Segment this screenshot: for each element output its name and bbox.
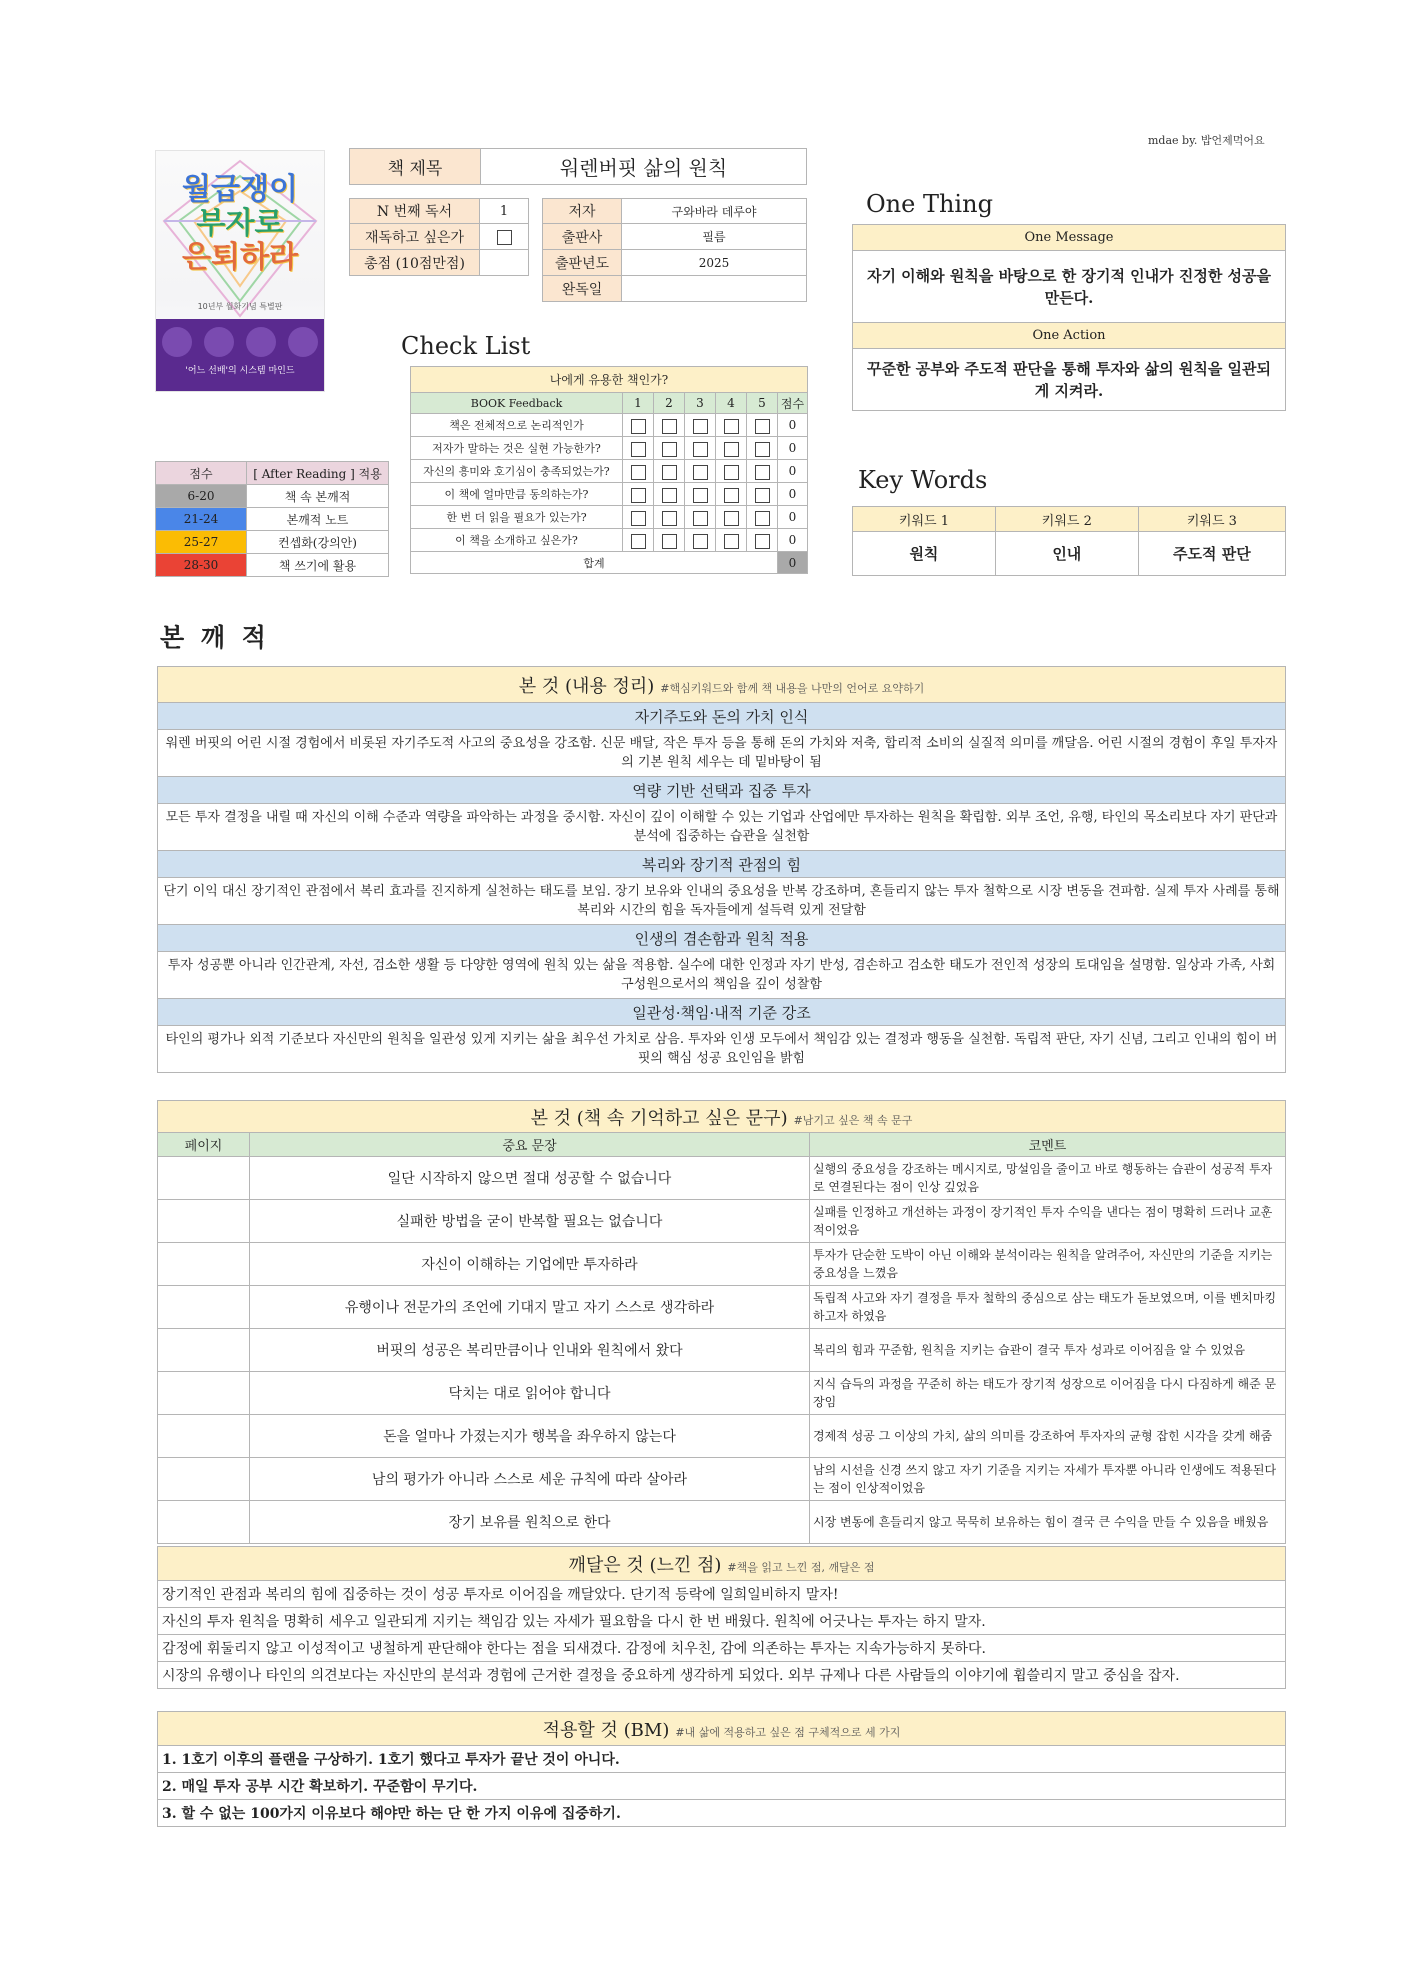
keyword-2-label: 키워드 2 bbox=[995, 507, 1138, 532]
apply-line: 3. 할 수 없는 100가지 이유보다 해야만 하는 단 한 가지 이유에 집중하기. bbox=[158, 1800, 1286, 1827]
reread-checkbox[interactable] bbox=[497, 230, 512, 245]
score-col-header: 점수 bbox=[778, 393, 808, 414]
quote-row bbox=[158, 1329, 1286, 1372]
realized-row bbox=[158, 1635, 1286, 1662]
after-score-range: 6-20 bbox=[156, 485, 247, 508]
year-label: 출판년도 bbox=[543, 250, 622, 276]
finish-value bbox=[622, 276, 807, 302]
realized-hint: #책을 읽고 느낀 점, 깨달은 점 bbox=[727, 1560, 875, 1574]
after-apply-text: 본깨적 노트 bbox=[247, 508, 389, 531]
checklist-heading: Check List bbox=[401, 332, 531, 360]
realized-row bbox=[158, 1608, 1286, 1635]
checklist-question: 자신의 흥미와 호기심이 충족되었는가? bbox=[411, 460, 623, 483]
rating-checkbox[interactable] bbox=[631, 465, 646, 480]
cover-title: 월급쟁이 부자로 은퇴하라 bbox=[182, 172, 298, 275]
quote-page bbox=[158, 1501, 250, 1544]
author-label: 저자 bbox=[543, 199, 622, 224]
checklist-question: 한 번 더 읽을 필요가 있는가? bbox=[411, 506, 623, 529]
quote-sentence: 남의 평가가 아니라 스스로 세운 규칙에 따라 살아라 bbox=[250, 1458, 810, 1501]
realized-line: 감정에 휘둘리지 않고 이성적이고 냉철하게 판단해야 한다는 점을 되새겼다. 감정에 치우친, 감에 의존하는 투자는 지속가능하지 못하다. bbox=[158, 1635, 1286, 1662]
apply-line: 2. 매일 투자 공부 시간 확보하기. 꾸준함이 무기다. bbox=[158, 1773, 1286, 1800]
quote-comment: 실행의 중요성을 강조하는 메시지로, 망설임을 줄이고 바로 행동하는 습관이 성공적 투자로 연결된다는 점이 인상 깊었음 bbox=[810, 1157, 1286, 1200]
checklist-row bbox=[411, 483, 808, 506]
checklist-row bbox=[411, 506, 808, 529]
summary-section-head-row bbox=[158, 925, 1286, 952]
book-cover-image bbox=[155, 150, 325, 392]
quote-row bbox=[158, 1501, 1286, 1544]
apply-table bbox=[157, 1711, 1286, 1827]
quotes-title: 본 것 (책 속 기억하고 싶은 문구) bbox=[530, 1107, 788, 1129]
keyword-1-label: 키워드 1 bbox=[853, 507, 996, 532]
quote-sentence: 장기 보유를 원칙으로 한다 bbox=[250, 1501, 810, 1544]
rating-checkbox[interactable] bbox=[631, 442, 646, 457]
one-action-text: 꾸준한 공부와 주도적 판단을 통해 투자와 삶의 원칙을 일관되게 지켜라. bbox=[853, 349, 1286, 411]
rating-checkbox[interactable] bbox=[724, 419, 739, 434]
summary-title-cell bbox=[158, 667, 1286, 703]
one-thing-table bbox=[852, 224, 1286, 411]
total-value: 0 bbox=[778, 552, 808, 574]
nth-value: 1 bbox=[480, 199, 529, 224]
keyword-3-value: 주도적 판단 bbox=[1138, 532, 1285, 576]
after-score-range: 28-30 bbox=[156, 554, 247, 577]
quotes-hint: #남기고 싶은 책 속 문구 bbox=[793, 1113, 913, 1127]
summary-section-text: 단기 이익 대신 장기적인 관점에서 복리 효과를 진지하게 실천하는 태도를 보임. 장기 보유와 인내의 중요성을 반복 강조하며, 흔들리지 않는 투자 철학으로 시장 변동을 견파함. 실제 투자 사례를 통해 복리와 시간의 힘을 독자들에게 설득력 있게 전달함 bbox=[158, 878, 1286, 925]
summary-section-heading: 역량 기반 선택과 집중 투자 bbox=[158, 777, 1286, 804]
rating-checkbox[interactable] bbox=[662, 534, 677, 549]
after-score-range: 25-27 bbox=[156, 531, 247, 554]
col-1: 1 bbox=[623, 393, 654, 414]
summary-section-body-row bbox=[158, 878, 1286, 925]
quote-page bbox=[158, 1286, 250, 1329]
rating-checkbox[interactable] bbox=[693, 534, 708, 549]
checklist-question: 이 책을 소개하고 싶은가? bbox=[411, 529, 623, 552]
publisher-value: 필름 bbox=[622, 224, 807, 250]
quotes-sentence-header: 중요 문장 bbox=[250, 1133, 810, 1157]
title-label: 책 제목 bbox=[350, 149, 481, 185]
summary-section-head-row bbox=[158, 777, 1286, 804]
rating-checkbox[interactable] bbox=[662, 488, 677, 503]
quote-page bbox=[158, 1157, 250, 1200]
realized-title: 깨달은 것 (느낀 점) bbox=[568, 1554, 722, 1576]
summary-section-body-row bbox=[158, 952, 1286, 999]
rating-checkbox[interactable] bbox=[662, 419, 677, 434]
credit-text: mdae by. 밥언제먹어요 bbox=[1148, 134, 1265, 147]
checklist-score: 0 bbox=[778, 414, 808, 437]
keyword-3-label: 키워드 3 bbox=[1138, 507, 1285, 532]
apply-line: 1. 1호기 이후의 플랜을 구상하기. 1호기 했다고 투자가 끝난 것이 아니다. bbox=[158, 1746, 1286, 1773]
checklist-question: 이 책에 얼마만큼 동의하는가? bbox=[411, 483, 623, 506]
after-apply-text: 컨셉화(강의안) bbox=[247, 531, 389, 554]
after-reading-row bbox=[156, 485, 389, 508]
rating-checkbox[interactable] bbox=[631, 488, 646, 503]
keyword-2-value: 인내 bbox=[995, 532, 1138, 576]
quote-row bbox=[158, 1157, 1286, 1200]
quote-comment: 실패를 인정하고 개선하는 과정이 장기적인 투자 수익을 낸다는 점이 명확히 드러나 교훈적이었음 bbox=[810, 1200, 1286, 1243]
col-3: 3 bbox=[685, 393, 716, 414]
one-action-label: One Action bbox=[853, 323, 1286, 349]
finish-label: 완독일 bbox=[543, 276, 622, 302]
realized-row bbox=[158, 1662, 1286, 1689]
checklist-row bbox=[411, 529, 808, 552]
publisher-label: 출판사 bbox=[543, 224, 622, 250]
nth-label: N 번째 독서 bbox=[350, 199, 480, 224]
after-reading-row bbox=[156, 531, 389, 554]
summary-section-heading: 일관성·책임·내적 기준 강조 bbox=[158, 999, 1286, 1026]
keyword-1-value: 원칙 bbox=[853, 532, 996, 576]
quote-row bbox=[158, 1243, 1286, 1286]
summary-section-head-row bbox=[158, 703, 1286, 730]
rating-checkbox[interactable] bbox=[693, 419, 708, 434]
checklist-question: 책은 전체적으로 논리적인가 bbox=[411, 414, 623, 437]
one-thing-heading: One Thing bbox=[866, 190, 993, 218]
after-reading-table bbox=[155, 461, 389, 577]
quote-sentence: 유행이나 전문가의 조언에 기대지 말고 자기 스스로 생각하라 bbox=[250, 1286, 810, 1329]
after-apply-text: 책 속 본깨적 bbox=[247, 485, 389, 508]
realized-line: 장기적인 관점과 복리의 힘에 집중하는 것이 성공 투자로 이어짐을 깨달았다. 단기적 등락에 일희일비하지 말자! bbox=[158, 1581, 1286, 1608]
quote-page bbox=[158, 1415, 250, 1458]
apply-title: 적용할 것 (BM) bbox=[542, 1719, 670, 1741]
key-words-table bbox=[852, 506, 1286, 576]
quote-row bbox=[158, 1286, 1286, 1329]
quote-page bbox=[158, 1458, 250, 1501]
author-value: 구와바라 데루야 bbox=[622, 199, 807, 224]
score-label: 총점 (10점만점) bbox=[350, 250, 480, 276]
rating-checkbox[interactable] bbox=[755, 442, 770, 457]
quote-row bbox=[158, 1200, 1286, 1243]
after-score-header: 점수 bbox=[156, 462, 247, 485]
publication-table bbox=[542, 198, 807, 302]
summary-section-head-row bbox=[158, 999, 1286, 1026]
summary-title: 본 것 (내용 정리) bbox=[518, 675, 655, 697]
rating-checkbox[interactable] bbox=[724, 488, 739, 503]
realized-title-cell bbox=[158, 1547, 1286, 1581]
quote-sentence: 자신이 이해하는 기업에만 투자하라 bbox=[250, 1243, 810, 1286]
after-apply-text: 책 쓰기에 활용 bbox=[247, 554, 389, 577]
quote-comment: 투자가 단순한 도박이 아닌 이해와 분석이라는 원칙을 알려주어, 자신만의 기준을 지키는 중요성을 느꼈음 bbox=[810, 1243, 1286, 1286]
quote-row bbox=[158, 1458, 1286, 1501]
reread-label: 재독하고 싶은가 bbox=[350, 224, 480, 250]
quote-comment: 지식 습득의 과정을 꾸준히 하는 태도가 장기적 성장으로 이어짐을 다시 다짐하게 해준 문장임 bbox=[810, 1372, 1286, 1415]
feedback-col-header: BOOK Feedback bbox=[411, 393, 623, 414]
summary-section-heading: 자기주도와 돈의 가치 인식 bbox=[158, 703, 1286, 730]
one-message-text: 자기 이해와 원칙을 바탕으로 한 장기적 인내가 진정한 성공을 만든다. bbox=[853, 251, 1286, 323]
quote-sentence: 일단 시작하지 않으면 절대 성공할 수 없습니다 bbox=[250, 1157, 810, 1200]
cover-footer: '어느 선배'의 시스템 마인드 bbox=[185, 366, 295, 376]
after-apply-header: [ After Reading ] 적용 bbox=[247, 462, 389, 485]
checklist-score: 0 bbox=[778, 460, 808, 483]
cover-tagline: 10년부 월화기념 특별판 bbox=[197, 302, 283, 311]
rating-checkbox[interactable] bbox=[631, 511, 646, 526]
quote-page bbox=[158, 1329, 250, 1372]
rating-checkbox[interactable] bbox=[693, 511, 708, 526]
after-reading-row bbox=[156, 508, 389, 531]
key-words-heading: Key Words bbox=[858, 466, 988, 494]
summary-section-heading: 인생의 겸손함과 원칙 적용 bbox=[158, 925, 1286, 952]
reading-info-table bbox=[349, 198, 529, 276]
quote-row bbox=[158, 1415, 1286, 1458]
one-message-label: One Message bbox=[853, 225, 1286, 251]
rating-checkbox[interactable] bbox=[755, 534, 770, 549]
apply-title-cell bbox=[158, 1712, 1286, 1746]
summary-section-body-row bbox=[158, 804, 1286, 851]
rating-checkbox[interactable] bbox=[724, 442, 739, 457]
summary-section-body-row bbox=[158, 730, 1286, 777]
rating-checkbox[interactable] bbox=[662, 511, 677, 526]
quotes-comment-header: 코멘트 bbox=[810, 1133, 1286, 1157]
realized-line: 자신의 투자 원칙을 명확히 세우고 일관되게 지키는 책임감 있는 자세가 필요함을 다시 한 번 배웠다. 원칙에 어긋나는 투자는 하지 말자. bbox=[158, 1608, 1286, 1635]
summary-section-head-row bbox=[158, 851, 1286, 878]
quotes-page-header: 페이지 bbox=[158, 1133, 250, 1157]
checklist-score: 0 bbox=[778, 483, 808, 506]
quote-sentence: 닥치는 대로 읽어야 합니다 bbox=[250, 1372, 810, 1415]
col-4: 4 bbox=[716, 393, 747, 414]
quote-comment: 독립적 사고와 자기 결정을 투자 철학의 중심으로 삼는 태도가 돋보였으며, 이를 벤치마킹하고자 하였음 bbox=[810, 1286, 1286, 1329]
quote-sentence: 돈을 얼마나 가졌는지가 행복을 좌우하지 않는다 bbox=[250, 1415, 810, 1458]
apply-row bbox=[158, 1800, 1286, 1827]
rating-checkbox[interactable] bbox=[724, 534, 739, 549]
rating-checkbox[interactable] bbox=[693, 442, 708, 457]
quotes-table bbox=[157, 1100, 1286, 1544]
apply-row bbox=[158, 1746, 1286, 1773]
rating-checkbox[interactable] bbox=[724, 465, 739, 480]
summary-section-text: 타인의 평가나 외적 기준보다 자신만의 원칙을 일관성 있게 지키는 삶을 최우선 가치로 삼음. 투자와 인생 모두에서 책임감 있는 결정과 행동을 실천함. 독립적 판단, 자기 신념, 그리고 인내의 힘이 버핏의 핵심 성공 요인임을 밝힘 bbox=[158, 1026, 1286, 1073]
checklist-score: 0 bbox=[778, 529, 808, 552]
rating-checkbox[interactable] bbox=[662, 442, 677, 457]
quote-comment: 시장 변동에 흔들리지 않고 묵묵히 보유하는 힘이 결국 큰 수익을 만들 수 있음을 배웠음 bbox=[810, 1501, 1286, 1544]
apply-row bbox=[158, 1773, 1286, 1800]
rating-checkbox[interactable] bbox=[755, 488, 770, 503]
checklist-row bbox=[411, 437, 808, 460]
col-5: 5 bbox=[747, 393, 778, 414]
quote-page bbox=[158, 1372, 250, 1415]
after-score-range: 21-24 bbox=[156, 508, 247, 531]
score-value bbox=[480, 250, 529, 276]
year-value: 2025 bbox=[622, 250, 807, 276]
realized-row bbox=[158, 1581, 1286, 1608]
quote-sentence: 실패한 방법을 굳이 반복할 필요는 없습니다 bbox=[250, 1200, 810, 1243]
checklist-question: 저자가 말하는 것은 실현 가능한가? bbox=[411, 437, 623, 460]
checklist-score: 0 bbox=[778, 437, 808, 460]
quote-comment: 남의 시선을 신경 쓰지 않고 자기 기준을 지키는 자세가 투자뿐 아니라 인생에도 적용된다는 점이 인상적이었음 bbox=[810, 1458, 1286, 1501]
rating-checkbox[interactable] bbox=[755, 511, 770, 526]
book-title-table bbox=[349, 148, 807, 185]
summary-hint: #핵심키워드와 함께 책 내용을 나만의 언어로 요약하기 bbox=[660, 681, 925, 695]
summary-section-text: 워렌 버핏의 어린 시절 경험에서 비롯된 자기주도적 사고의 중요성을 강조함. 신문 배달, 작은 투자 등을 통해 돈의 가치와 저축, 합리적 소비의 실질적 의미를 깨달음. 어린 시절의 경험이 후일 투자자의 기본 원칙 세우는 데 밑바탕이 됨 bbox=[158, 730, 1286, 777]
quote-row bbox=[158, 1372, 1286, 1415]
checklist-row bbox=[411, 414, 808, 437]
checklist-score: 0 bbox=[778, 506, 808, 529]
title-value: 워렌버핏 삶의 원칙 bbox=[481, 149, 807, 185]
summary-table bbox=[157, 666, 1286, 1073]
realized-line: 시장의 유행이나 타인의 의견보다는 자신만의 분석과 경험에 근거한 결정을 중요하게 생각하게 되었다. 외부 규제나 다른 사람들의 이야기에 휩쓸리지 말고 중심을 잡자. bbox=[158, 1662, 1286, 1689]
rating-checkbox[interactable] bbox=[662, 465, 677, 480]
checklist-title: 나에게 유용한 책인가? bbox=[411, 367, 808, 393]
after-reading-row bbox=[156, 554, 389, 577]
col-2: 2 bbox=[654, 393, 685, 414]
summary-section-body-row bbox=[158, 1026, 1286, 1073]
quote-sentence: 버핏의 성공은 복리만큼이나 인내와 원칙에서 왔다 bbox=[250, 1329, 810, 1372]
quote-page bbox=[158, 1200, 250, 1243]
summary-section-heading: 복리와 장기적 관점의 힘 bbox=[158, 851, 1286, 878]
total-label: 합계 bbox=[411, 552, 778, 574]
rating-checkbox[interactable] bbox=[693, 488, 708, 503]
summary-section-text: 투자 성공뿐 아니라 인간관계, 자선, 검소한 생활 등 다양한 영역에 원칙 있는 삶을 적용함. 실수에 대한 인정과 자기 반성, 겸손하고 검소한 태도가 전인적 성장의 토대임을 설명함. 일상과 가족, 사회구성원으로서의 책임을 깊이 성찰함 bbox=[158, 952, 1286, 999]
rating-checkbox[interactable] bbox=[631, 419, 646, 434]
apply-hint: #내 삶에 적용하고 싶은 점 구체적으로 세 가지 bbox=[675, 1725, 901, 1739]
rating-checkbox[interactable] bbox=[724, 511, 739, 526]
quote-comment: 경제적 성공 그 이상의 가치, 삶의 의미를 강조하여 투자자의 균형 잡힌 시각을 갖게 해줌 bbox=[810, 1415, 1286, 1458]
checklist-table bbox=[410, 366, 808, 574]
rating-checkbox[interactable] bbox=[755, 419, 770, 434]
cover-band bbox=[156, 319, 324, 391]
rating-checkbox[interactable] bbox=[755, 465, 770, 480]
quote-comment: 복리의 힘과 꾸준함, 원칙을 지키는 습관이 결국 투자 성과로 이어짐을 알 수 있었음 bbox=[810, 1329, 1286, 1372]
rating-checkbox[interactable] bbox=[631, 534, 646, 549]
rating-checkbox[interactable] bbox=[693, 465, 708, 480]
checklist-row bbox=[411, 460, 808, 483]
bonkkaejeok-heading: 본 깨 적 bbox=[160, 623, 270, 652]
summary-section-text: 모든 투자 결정을 내릴 때 자신의 이해 수준과 역량을 파악하는 과정을 중시함. 자신이 깊이 이해할 수 있는 기업과 산업에만 투자하는 원칙을 확립함. 외부 조언, 유행, 타인의 목소리보다 자기 판단과 분석에 집중하는 습관을 실천함 bbox=[158, 804, 1286, 851]
realized-table bbox=[157, 1546, 1286, 1689]
quotes-title-cell bbox=[158, 1101, 1286, 1133]
quote-page bbox=[158, 1243, 250, 1286]
